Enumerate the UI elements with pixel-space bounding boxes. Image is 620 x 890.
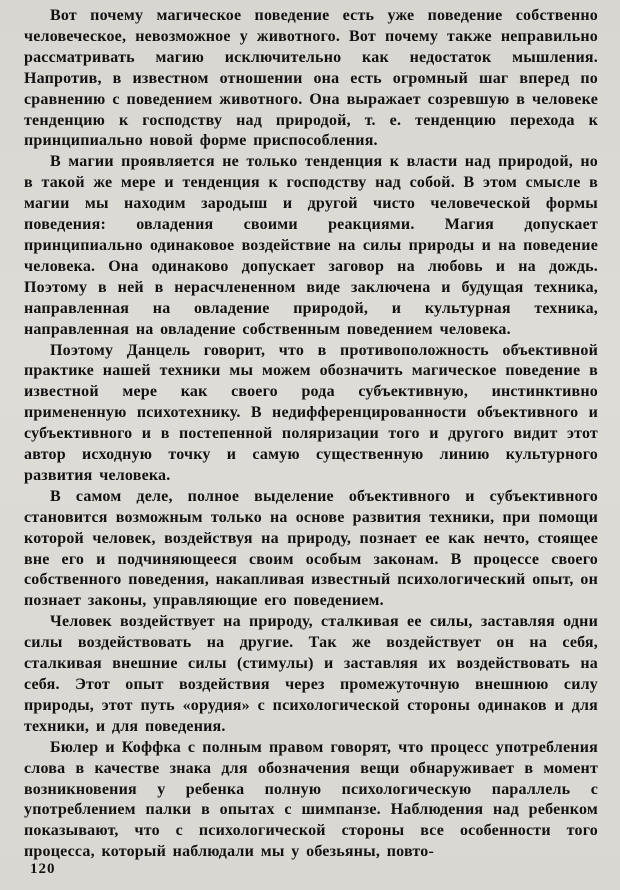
page-number: 120: [30, 861, 56, 877]
page-text-block: [24, 6, 598, 863]
paragraph: В магии проявляется не только тенденция к власти над природой, но в такой же мере и тенденция к господству над собой. В этом смысле в магии мы находим зародыш и другой чисто человеческой формы поведения: овладения своими реакциями. Магия допускает принципиально одинаковое воздействие на силы природы и на поведение человека. Она одинаково допускает заговор на любовь и на дождь. Поэтому в ней в нерасчлененном виде заключена и будущая техника, направленная на овладение природой, и культурная техника, направленная на овладение собственным поведением человека.: [24, 153, 598, 338]
paragraph: Человек воздействует на природу, сталкивая ее силы, заставляя одни силы воздействовать на другие. Так же воздействует он на себя, сталкивая внешние силы (стимулы) и заставляя их воздействовать на себя. Этот опыт воздействия через промежуточную внешнюю силу природы, этот путь «орудия» с психологической стороны одинаков и для техники, и для поведения.: [24, 613, 598, 735]
paragraph: Вот почему магическое поведение есть уже поведение собственно человеческое, невозможное у животного. Вот почему также неправильно рассматривать магию исключительно как недостаток мышления. Напротив, в известном отношении она есть огромный шаг вперед по сравнению с поведением животного. Она выражает созревшую в человеке тенденцию к господству над природой, т. е. тенденцию перехода к принципиально новой форме приспособления.: [24, 7, 598, 150]
paragraph: Бюлер и Коффка с полным правом говорят, что процесс употребления слова в качестве знака для обозначения вещи обнаруживает в момент возникновения у ребенка полную психологическую параллель с употреблением палки в опытах с шимпанзе. Наблюдения над ребенком показывают, что с психологической стороны все особенности того процесса, который наблюдали мы у обезьяны, повто-: [24, 738, 598, 861]
paragraph: Поэтому Данцель говорит, что в противоположность объективной практике нашей техники мы можем обозначить магическое поведение в известной мере как своего рода субъективную, инстинктивно примененную психотехнику. В недифференцированности объективного и субъективного и в постепенной поляризации того и другого видит этот автор исходную точку и самую существенную линию культурного развития человека.: [24, 341, 598, 484]
paragraph: В самом деле, полное выделение объективного и субъективного становится возможным только на основе развития техники, при помощи которой человек, воздействуя на природу, познает ее как нечто, стоящее вне его и подчиняющееся своим особым законам. В процессе своего собственного поведения, накапливая известный психологический опыт, он познает законы, управляющие его поведением.: [24, 487, 598, 610]
